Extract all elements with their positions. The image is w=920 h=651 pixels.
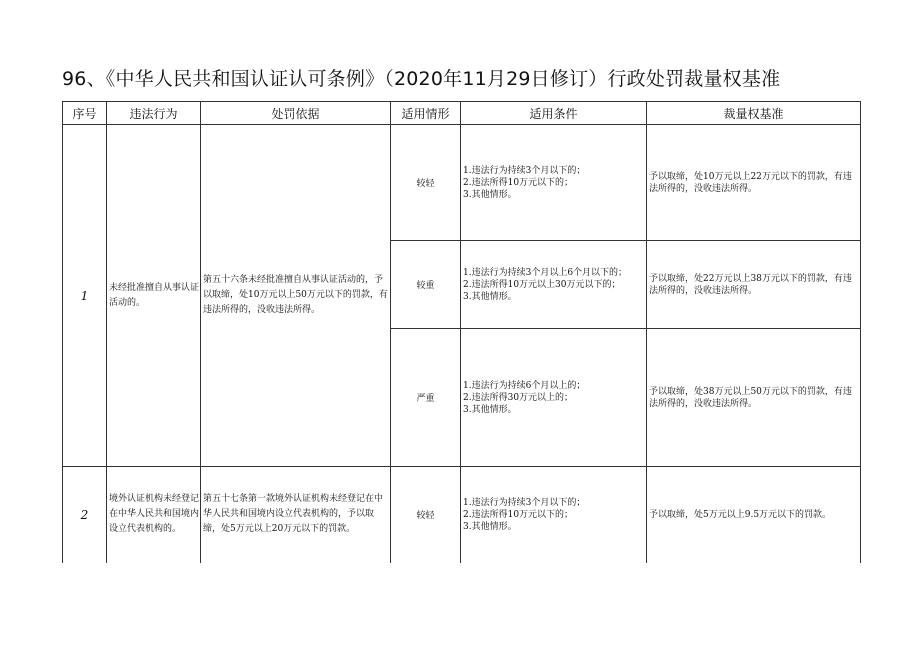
condition-line: 2.违法所得30万元以上的； <box>463 392 574 403</box>
condition-line: 2.违法所得10万元以下的； <box>463 177 574 188</box>
header-basis: 处罚依据 <box>201 102 391 125</box>
condition-line: 3.其他情形。 <box>463 189 517 200</box>
level-cell: 较重 <box>391 241 461 329</box>
condition-line: 3.其他情形。 <box>463 404 517 415</box>
header-standard: 裁量权基准 <box>647 102 861 125</box>
header-act: 违法行为 <box>107 102 201 125</box>
header-row <box>63 102 861 125</box>
condition-line: 1.违法行为持续3个月以上6个月以下的； <box>463 267 628 278</box>
condition-line: 2.违法所得10万元以下的； <box>463 509 574 520</box>
page-title: 96、《中华人民共和国认证认可条例》（2020年11月29日修订）行政处罚裁量权基准 <box>62 68 781 90</box>
condition-cell <box>461 329 647 467</box>
condition-line: 3.其他情形。 <box>463 291 517 302</box>
standard-cell <box>647 467 861 563</box>
condition-line: 1.违法行为持续3个月以下的； <box>463 497 586 508</box>
condition-cell <box>461 125 647 241</box>
header-no: 序号 <box>63 102 107 125</box>
standard-cell <box>647 125 861 241</box>
condition-cell <box>461 467 647 563</box>
basis-cell: 第五十七条第一款境外认证机构未经登记在中华人民共和国境内设立代表机构的，予以取缔，处5万元以上20万元以下的罚款。 <box>201 467 391 563</box>
row-number: 1 <box>63 125 107 467</box>
header-level: 适用情形 <box>391 102 461 125</box>
standard-text: 予以取缔，处5万元以上9.5万元以下的罚款。 <box>649 509 832 520</box>
header-condition: 适用条件 <box>461 102 647 125</box>
level-cell: 较轻 <box>391 125 461 241</box>
violation-cell: 境外认证机构未经登记在中华人民共和国境内设立代表机构的。 <box>107 467 201 563</box>
violation-cell: 未经批准擅自从事认证活动的。 <box>107 125 201 467</box>
table-row <box>63 467 861 563</box>
condition-line: 2.违法所得10万元以上30万元以下的； <box>463 279 621 290</box>
standard-text: 予以取缔，处10万元以上22万元以下的罚款，有违法所得的，没收违法所得。 <box>649 171 852 194</box>
standard-cell <box>647 241 861 329</box>
standard-cell <box>647 329 861 467</box>
level-cell: 严重 <box>391 329 461 467</box>
condition-cell <box>461 241 647 329</box>
condition-line: 1.违法行为持续3个月以下的； <box>463 165 586 176</box>
row-number: 2 <box>63 467 107 563</box>
discretion-table <box>62 101 861 563</box>
basis-cell: 第五十六条未经批准擅自从事认证活动的，予以取缔，处10万元以上50万元以下的罚款，有违法所得的，没收违法所得。 <box>201 125 391 467</box>
level-cell: 较轻 <box>391 467 461 563</box>
condition-line: 1.违法行为持续6个月以上的； <box>463 380 586 391</box>
standard-text: 予以取缔，处22万元以上38万元以下的罚款，有违法所得的，没收违法所得。 <box>649 273 852 296</box>
table-row <box>63 125 861 241</box>
standard-text: 予以取缔，处38万元以上50万元以下的罚款，有违法所得的，没收违法所得。 <box>649 386 852 409</box>
condition-line: 3.其他情形。 <box>463 521 517 532</box>
